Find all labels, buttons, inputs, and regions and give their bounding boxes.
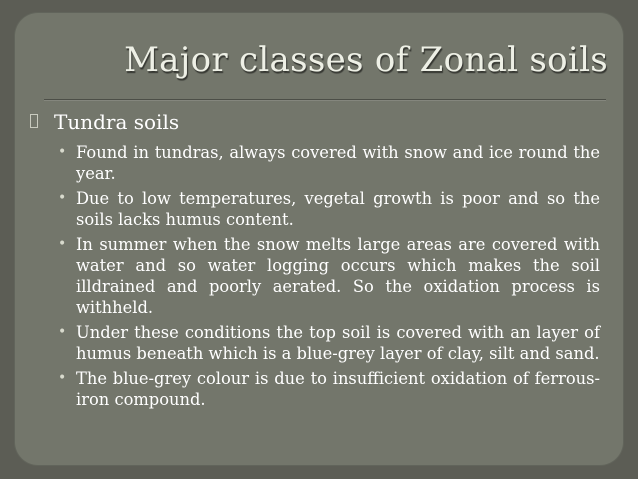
list-item [56,142,600,184]
bullet-dot-icon: • [58,190,67,206]
bullet-dot-icon: • [58,324,67,340]
bullet-dot-icon: • [58,144,67,160]
bullet-list [30,142,600,410]
list-item [56,368,600,410]
slide-title: Major classes of Zonal soils [124,40,608,80]
bullet-dot-icon: • [58,236,67,252]
list-item [56,188,600,230]
bullet-text: In summer when the snow melts large areas are covered with water and so water logging occurs which makes the soil illdrained and poorly aerated. So the oxidation process is withheld. [76,235,600,317]
list-item [56,234,600,318]
bullet-text: Due to low temperatures, vegetal growth is poor and so the soils lacks humus content. [76,189,600,229]
slide-content [30,108,600,414]
list-item [56,322,600,364]
bullet-dot-icon: • [58,370,67,386]
missing-glyph-icon [30,114,38,128]
title-divider [44,99,606,100]
bullet-text: The blue-grey colour is due to insufficient oxidation of ferrous-iron compound. [76,369,600,409]
heading-item [30,108,600,136]
bullet-text: Under these conditions the top soil is covered with an layer of humus beneath which is a blue-grey layer of clay, silt and sand. [76,323,600,363]
bullet-text: Found in tundras, always covered with snow and ice round the year. [76,143,600,183]
heading-text: Tundra soils [54,110,180,134]
